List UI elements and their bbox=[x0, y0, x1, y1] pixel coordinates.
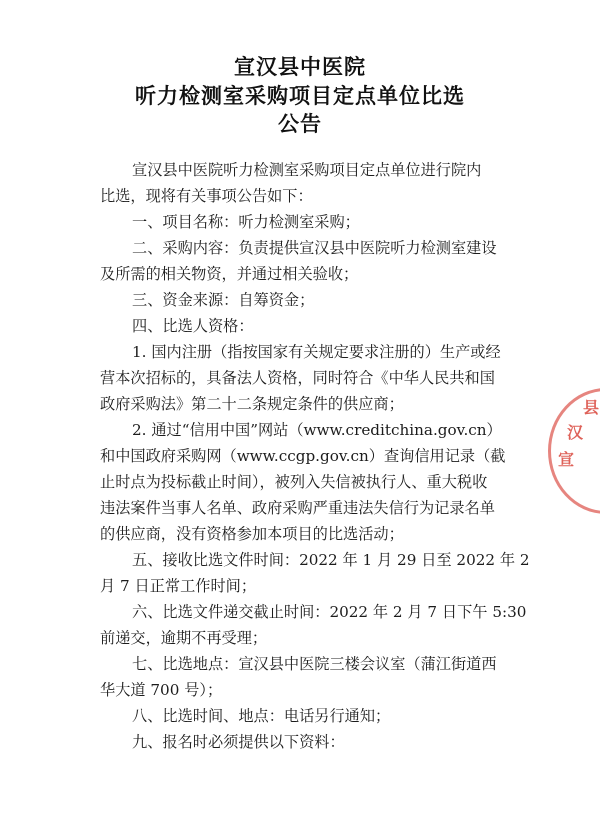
body-line: 宣汉县中医院听力检测室采购项目定点单位进行院内 bbox=[132, 161, 482, 179]
body-line: 违法案件当事人名单、政府采购严重违法失信行为记录名单 bbox=[100, 499, 495, 517]
body-line: 营本次招标的，具备法人资格，同时符合《中华人民共和国 bbox=[100, 369, 495, 387]
body-line: 及所需的相关物资，并通过相关验收； bbox=[100, 265, 359, 283]
title-hospital-name: 宣汉县中医院 bbox=[234, 54, 366, 79]
body-line: 前递交，逾期不再受理； bbox=[100, 629, 268, 647]
title-project-name: 听力检测室采购项目定点单位比选 bbox=[135, 83, 465, 108]
body-line: 七、比选地点：宣汉县中医院三楼会议室（蒲江街道西 bbox=[132, 655, 497, 673]
body-line: 的供应商，没有资格参加本项目的比选活动； bbox=[100, 525, 404, 543]
body-line: 和中国政府采购网（www.ccgp.gov.cn）查询信用记录（截 bbox=[100, 447, 506, 465]
title-announcement: 公告 bbox=[278, 111, 322, 136]
body-line: 八、比选时间、地点：电话另行通知； bbox=[132, 707, 391, 725]
body-line: 六、比选文件递交截止时间：2022 年 2 月 7 日下午 5:30 bbox=[132, 603, 527, 621]
body-line: 1. 国内注册（指按国家有关规定要求注册的）生产或经 bbox=[132, 343, 501, 361]
body-line: 九、报名时必须提供以下资料： bbox=[132, 733, 345, 751]
body-line: 华大道 700 号）； bbox=[100, 681, 223, 699]
seal-char: 宣 bbox=[558, 450, 575, 469]
body-line: 止时点为投标截止时间），被列入失信被执行人、重大税收 bbox=[100, 473, 488, 491]
body-line: 五、接收比选文件时间：2022 年 1 月 29 日至 2022 年 2 bbox=[132, 551, 530, 569]
seal-char: 县 bbox=[583, 398, 600, 417]
body-line: 二、采购内容：负责提供宣汉县中医院听力检测室建设 bbox=[132, 239, 497, 257]
body-line: 一、项目名称：听力检测室采购； bbox=[132, 213, 360, 231]
seal-char: 汉 bbox=[567, 423, 584, 442]
body-line: 月 7 日正常工作时间； bbox=[100, 577, 257, 595]
body-line: 比选，现将有关事项公告如下： bbox=[100, 187, 313, 205]
body-line: 三、资金来源：自筹资金； bbox=[132, 291, 315, 309]
body-line: 四、比选人资格： bbox=[132, 317, 254, 335]
body-line: 2. 通过“信用中国”网站（www.creditchina.gov.cn） bbox=[132, 421, 502, 439]
body-line: 政府采购法》第二十二条规定条件的供应商； bbox=[100, 395, 404, 413]
